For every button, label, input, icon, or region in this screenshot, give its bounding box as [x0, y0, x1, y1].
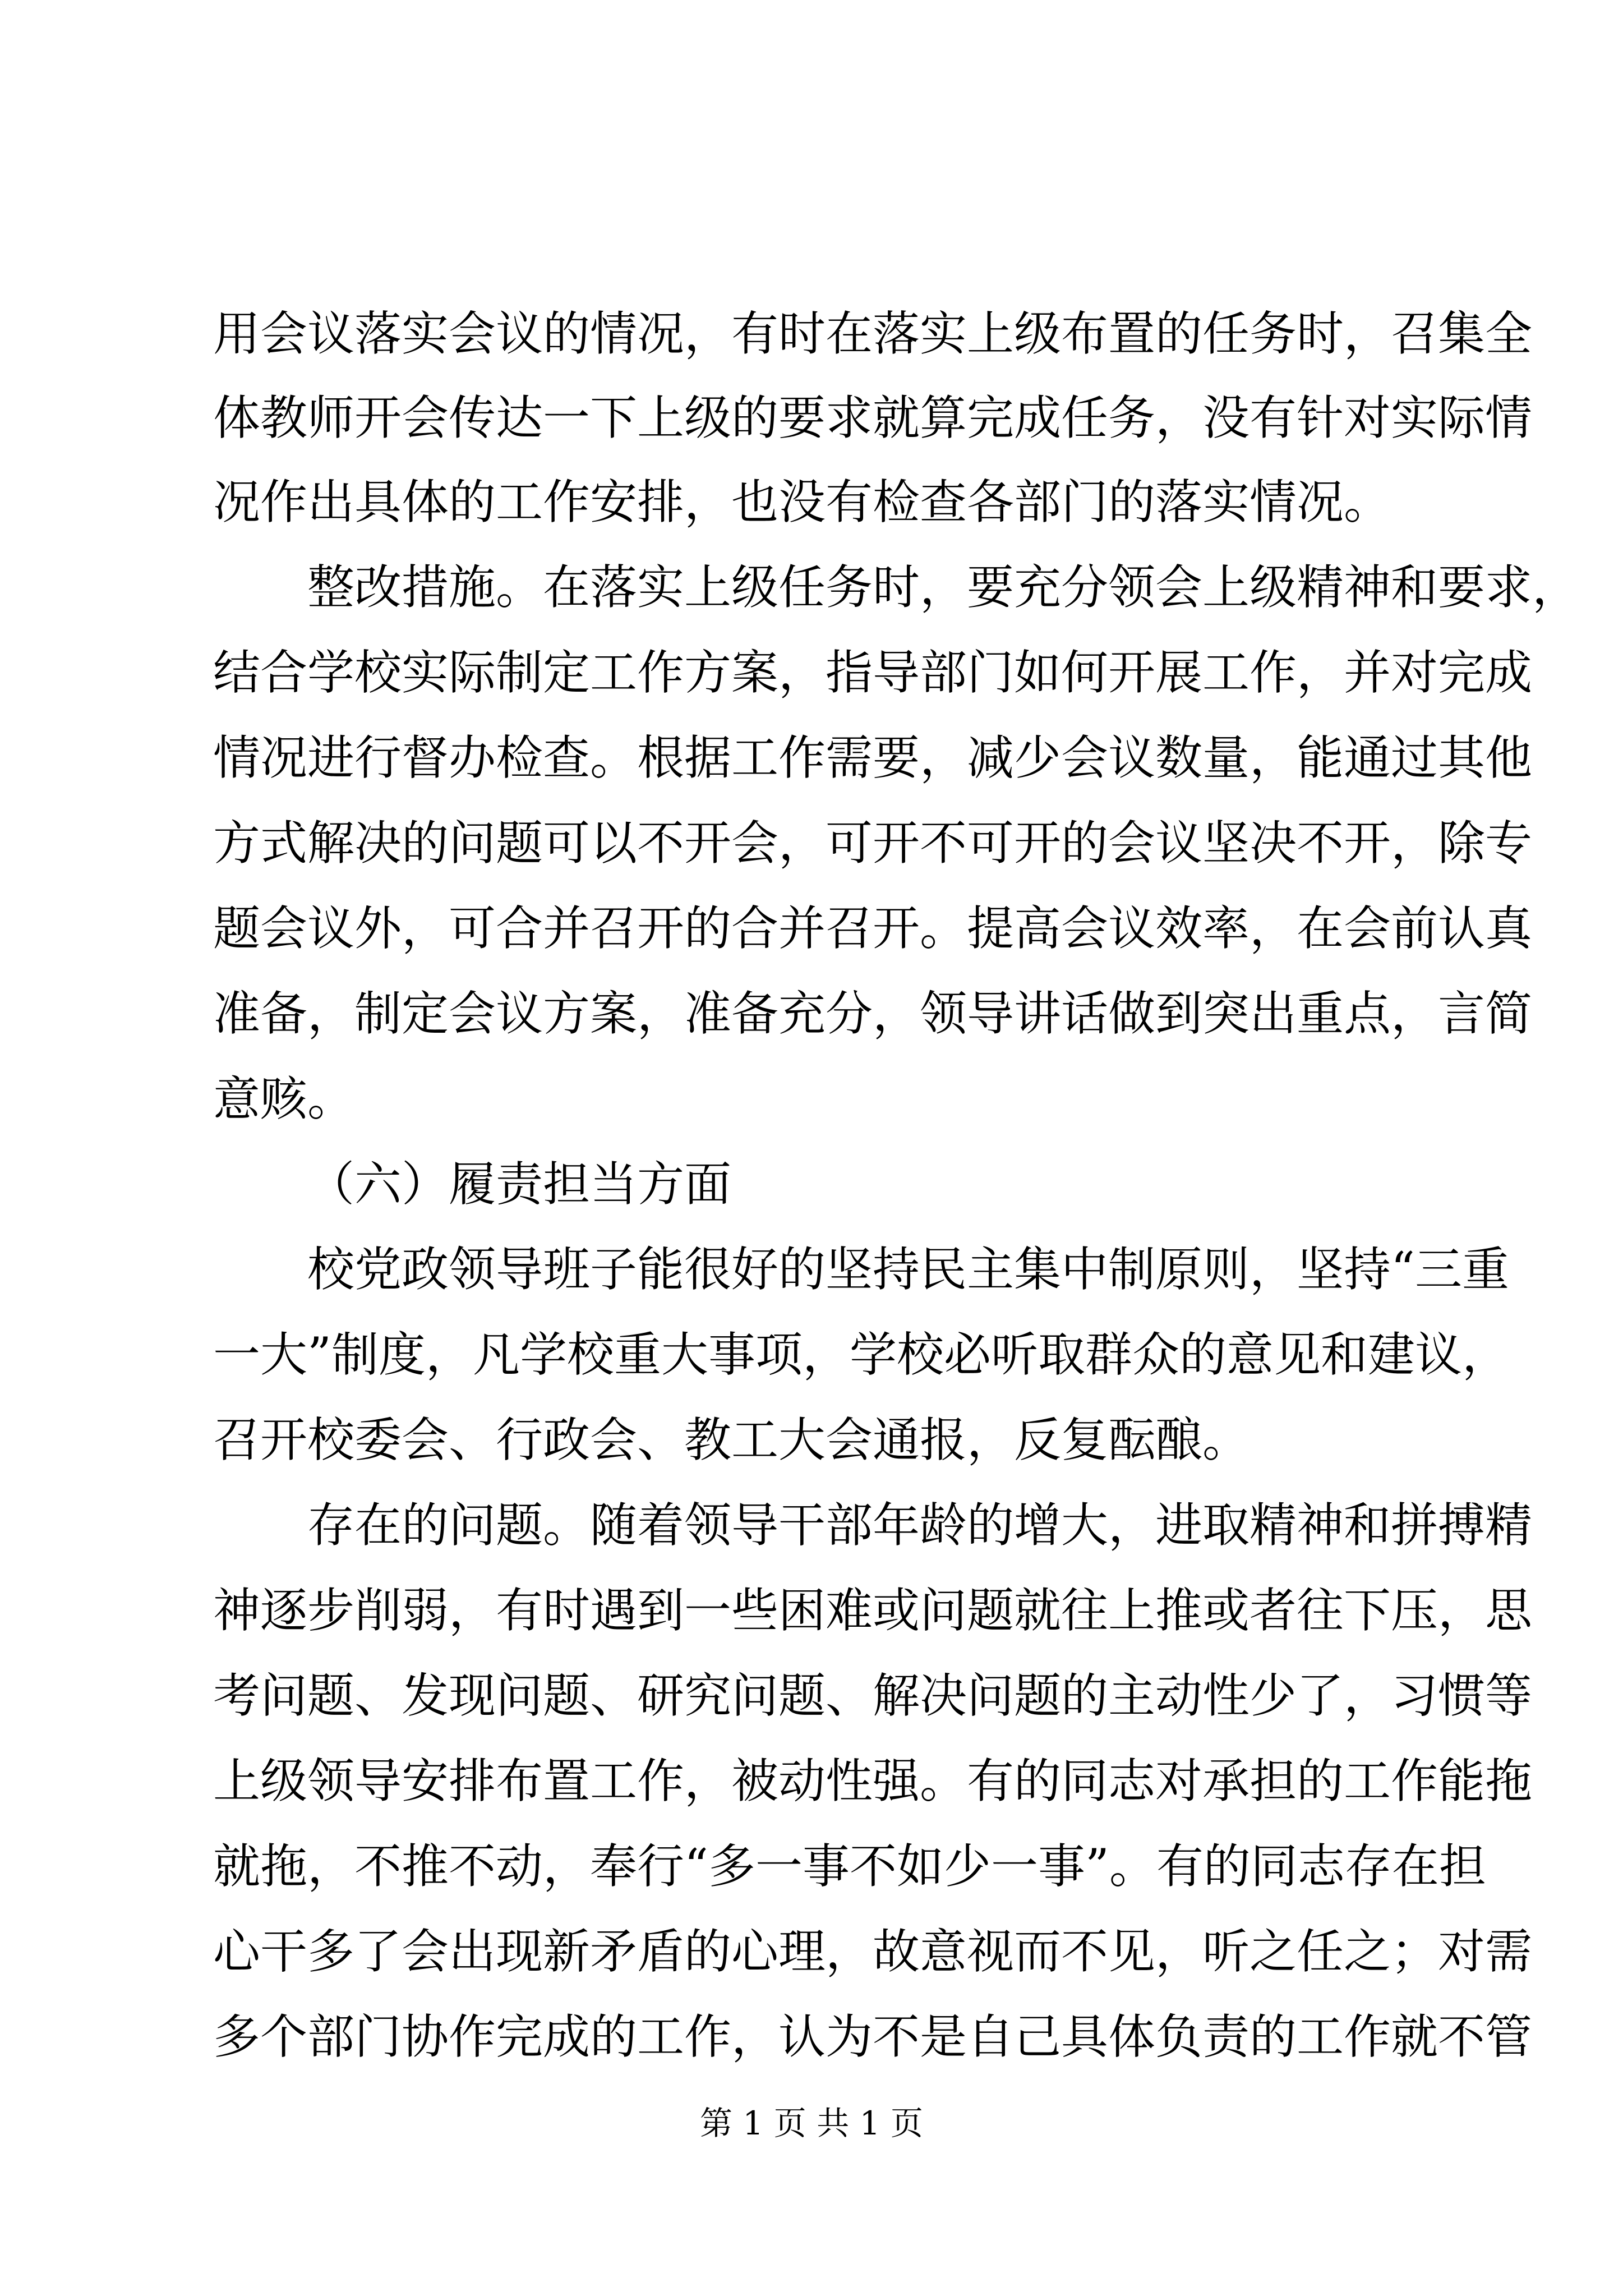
paragraph-line: 多个部门协作完成的工作，认为不是自己具体负责的工作就不管 — [213, 2009, 1533, 2064]
paragraph-line: 召开校委会、行政会、教工大会通报，反复酝酿。 — [213, 1412, 1250, 1467]
paragraph-line: 上级领导安排布置工作，被动性强。有的同志对承担的工作能拖 — [213, 1754, 1533, 1809]
paragraph-line: 用会议落实会议的情况，有时在落实上级布置的任务时，召集全 — [213, 306, 1533, 361]
section-heading: （六）履责担当方面 — [307, 1157, 732, 1212]
paragraph-line: 体教师开会传达一下上级的要求就算完成任务，没有针对实际情 — [213, 390, 1533, 445]
paragraph-line: 情况进行督办检查。根据工作需要，减少会议数量，能通过其他 — [213, 730, 1533, 785]
paragraph-line: 校党政领导班子能很好的坚持民主集中制原则，坚持“三重 — [307, 1242, 1509, 1297]
paragraph-line: 存在的问题。随着领导干部年龄的增大，进取精神和拼搏精 — [307, 1498, 1533, 1553]
page-number-footer: 第 1 页 共 1 页 — [700, 2104, 923, 2142]
paragraph-line: 题会议外，可合并召开的合并召开。提高会议效率，在会前认真 — [213, 901, 1533, 956]
paragraph-line: 结合学校实际制定工作方案，指导部门如何开展工作，并对完成 — [213, 645, 1533, 700]
paragraph-line: 考问题、发现问题、研究问题、解决问题的主动性少了，习惯等 — [213, 1668, 1533, 1723]
paragraph-line: 方式解决的问题可以不开会，可开不可开的会议坚决不开，除专 — [213, 816, 1533, 871]
paragraph-line: 况作出具体的工作安排，也没有检查各部门的落实情况。 — [213, 475, 1391, 530]
paragraph-line: 就拖，不推不动，奉行“多一事不如少一事”。有的同志存在担 — [213, 1839, 1486, 1894]
paragraph-line: 一大”制度，凡学校重大事项，学校必听取群众的意见和建议， — [213, 1327, 1509, 1382]
paragraph-line: 意赅。 — [213, 1071, 355, 1126]
paragraph-line: 心干多了会出现新矛盾的心理，故意视而不见，听之任之；对需 — [213, 1924, 1533, 1979]
paragraph-line: 整改措施。在落实上级任务时，要充分领会上级精神和要求， — [307, 560, 1580, 615]
paragraph-line: 神逐步削弱，有时遇到一些困难或问题就往上推或者往下压，思 — [213, 1583, 1533, 1638]
paragraph-line: 准备，制定会议方案，准备充分，领导讲话做到突出重点，言简 — [213, 986, 1533, 1041]
